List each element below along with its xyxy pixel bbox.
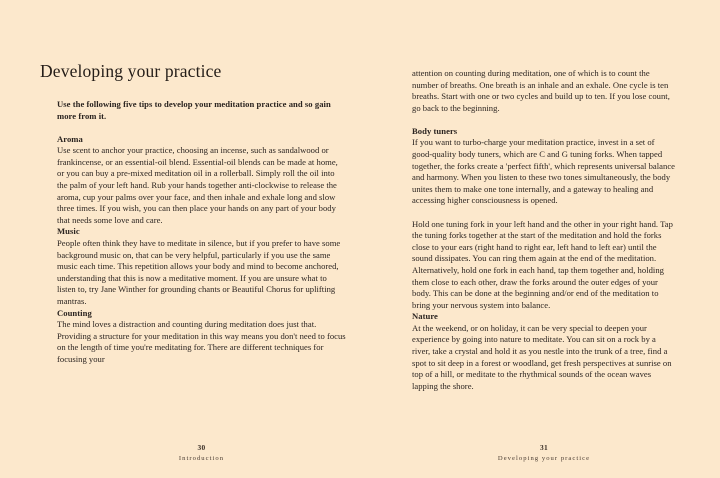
- section-body-aroma: Use scent to anchor your practice, choosing an incense, such as sandalwood or frankincense, or an essential-oil blend. Essential-oil blends can be made at home, or you can buy a pre-mixed meditation oil in a rollerball. Simply roll the oil into the palm of your left hand. Rub your hands together anti-clockwise to release the aroma, cup your palms over your face, and then inhale and exhale long and slow three times. If you wish, you can then place your hands on any part of your body that needs some love and care.: [57, 145, 338, 225]
- section-music: [57, 226, 346, 307]
- section-heading-body-tuners: Body tuners: [412, 125, 458, 136]
- right-page: [360, 0, 720, 478]
- section-body-music: People often think they have to meditate in silence, but if you prefer to have some background music on, that can be very helpful, particularly if you use the same music each time. This repetition allows your body and mind to become anchored, understanding that this is now a meditative moment. If you are unsure what to listen to, try Jane Winther for grounding chants or Beautiful Chorus for uplifting mantras.: [57, 238, 341, 306]
- right-text-column: [412, 68, 676, 392]
- continuation-paragraph: attention on counting during meditation, one of which is to count the number of breaths. One breath is an inhale and an exhale. One cycle is ten breaths. Start with one or two cycles and build up to ten. If you lose count, go back to the beginning.: [412, 68, 670, 113]
- section-body-tuners-paragraph-2: Hold one tuning fork in your left hand and the other in your right hand. Tap the tuning forks together at the start of the meditation and hold the forks close to your ears (right hand to right ear, left hand to left ear) until the sound dissipates. You can ring them again at the end of the meditation. Alternatively, hold one fork in each hand, tap them together and, holding them close to each other, draw the forks around the outer edges of your body. This can be done at the beginning and/or end of the meditation to bring your nervous system into balance.: [412, 218, 673, 310]
- section-body-tuners: [412, 126, 676, 311]
- section-nature: [412, 311, 676, 392]
- running-head-right: Developing your practice: [497, 455, 591, 462]
- section-heading-music: Music: [57, 226, 80, 237]
- section-body-nature: At the weekend, or on holiday, it can be very special to deepen your experience by going into nature to meditate. You can sit on a rock by a river, take a crystal and hold it as you nestle into the trunk of a tree, find a spot to sit deep in a forest or woodland, get fresh perspectives at sunrise on top of a hill, or meditate to the rhythmical sounds of the ocean waves lapping the shore.: [412, 322, 672, 391]
- left-text-column: [57, 99, 346, 366]
- page-number-right: 31: [540, 443, 548, 452]
- page-title: Developing your practice: [40, 61, 222, 81]
- section-aroma: [57, 134, 346, 227]
- section-body-counting: The mind loves a distraction and counting during meditation does just that. Providing a structure for your meditation in this way means you don't need to focus on the length of time you're meditating for. There are different techniques for focusing your: [57, 319, 346, 364]
- left-page-footer: [57, 442, 346, 464]
- lead-paragraph: Use the following five tips to develop your meditation practice and so gain more from it.: [57, 99, 331, 121]
- section-heading-aroma: Aroma: [57, 133, 83, 144]
- running-head-left: Introduction: [178, 455, 225, 462]
- section-counting: [57, 308, 346, 366]
- right-page-footer: [412, 442, 676, 464]
- section-heading-nature: Nature: [412, 311, 438, 322]
- section-heading-counting: Counting: [57, 307, 92, 318]
- section-body-tuners-paragraph-1: If you want to turbo-charge your meditation practice, invest in a set of good-quality body tuners, which are C and G tuning forks. When tapped together, the forks create a 'perfect fifth', which represents universal balance and harmony. When you listen to these two tones simultaneously, the body unites them to make one tone internally, and a gateway to healing and accessing higher consciousness is opened.: [412, 137, 675, 206]
- page-number-left: 30: [197, 443, 206, 452]
